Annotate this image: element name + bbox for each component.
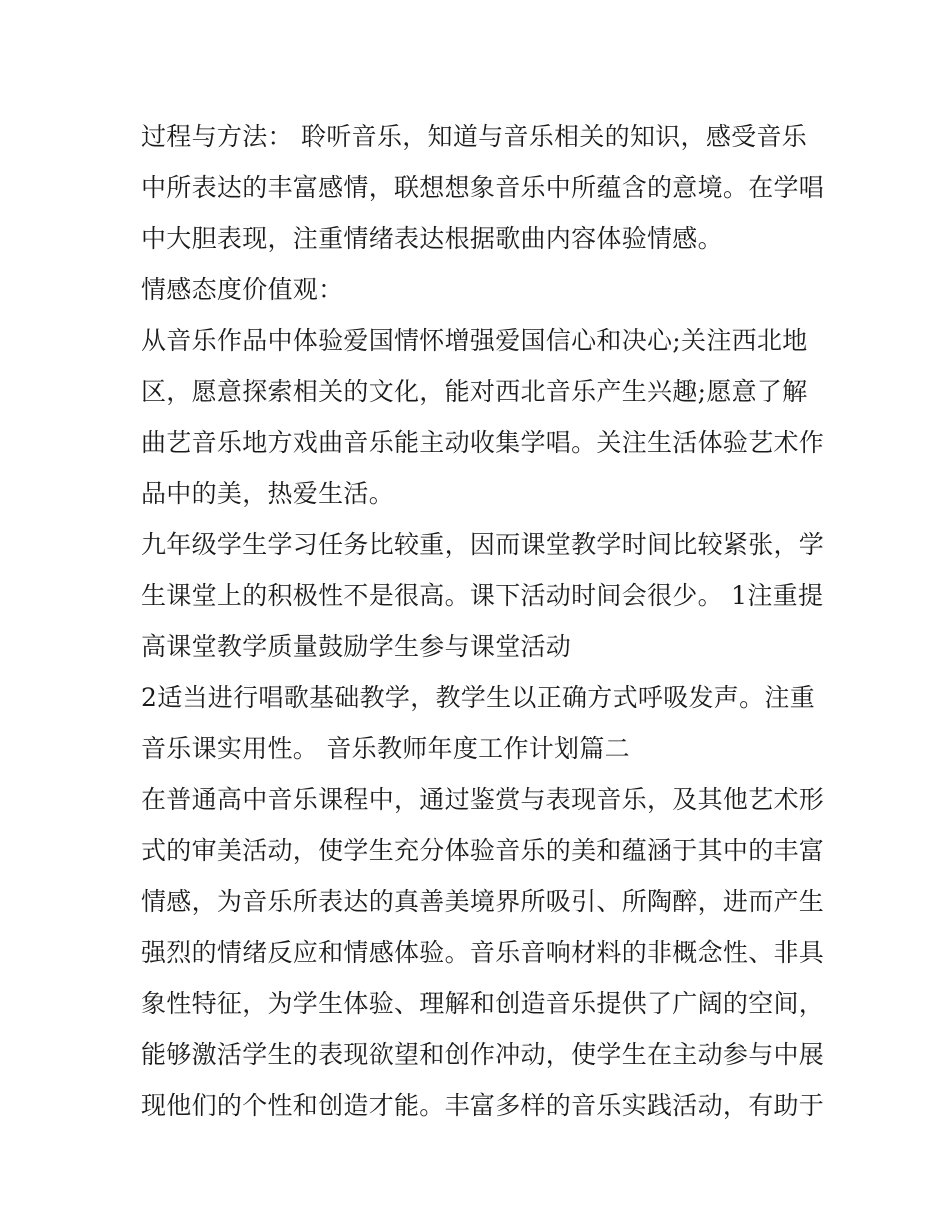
text-line: 中所表达的丰富感情，联想想象音乐中所蕴含的意境。在学唱	[141, 173, 825, 202]
text-line: 九年级学生学习任务比较重，因而课堂教学时间比较紧张，学	[141, 530, 825, 559]
text-line: 在普通高中音乐课程中，通过鉴赏与表现音乐，及其他艺术形	[141, 785, 825, 814]
text-line: 音乐课实用性。 音乐教师年度工作计划篇二	[141, 734, 630, 763]
text-line: 中大胆表现，注重情绪表达根据歌曲内容体验情感。	[141, 224, 723, 253]
text-line: 情感，为音乐所表达的真善美境界所吸引、所陶醉，进而产生	[141, 887, 825, 916]
text-line: 生课堂上的积极性不是很高。课下活动时间会很少。 1注重提	[141, 581, 824, 610]
text-line: 品中的美，热爱生活。	[141, 479, 395, 508]
text-line: 过程与方法： 聆听音乐，知道与音乐相关的知识，感受音乐	[141, 122, 808, 151]
text-line: 曲艺音乐地方戏曲音乐能主动收集学唱。关注生活体验艺术作	[141, 428, 825, 457]
text-line: 区，愿意探索相关的文化，能对西北音乐产生兴趣;愿意了解	[141, 377, 808, 406]
text-line: 情感态度价值观：	[141, 275, 344, 304]
text-line: 现他们的个性和创造才能。丰富多样的音乐实践活动，有助于	[141, 1091, 825, 1120]
text-line: 高课堂教学质量鼓励学生参与课堂活动	[141, 632, 572, 661]
text-line: 象性特征，为学生体验、理解和创造音乐提供了广阔的空间，	[141, 989, 825, 1018]
text-line: 从音乐作品中体验爱国情怀增强爱国信心和决心;关注西北地	[141, 326, 808, 355]
text-line: 能够激活学生的表现欲望和创作冲动，使学生在主动参与中展	[141, 1040, 825, 1069]
text-line: 强烈的情绪反应和情感体验。音乐音响材料的非概念性、非具	[141, 938, 825, 967]
text-line: 式的审美活动，使学生充分体验音乐的美和蕴涵于其中的丰富	[141, 836, 825, 865]
text-line: 2适当进行唱歌基础教学，教学生以正确方式呼吸发声。注重	[141, 683, 816, 712]
document-body	[141, 111, 825, 1131]
